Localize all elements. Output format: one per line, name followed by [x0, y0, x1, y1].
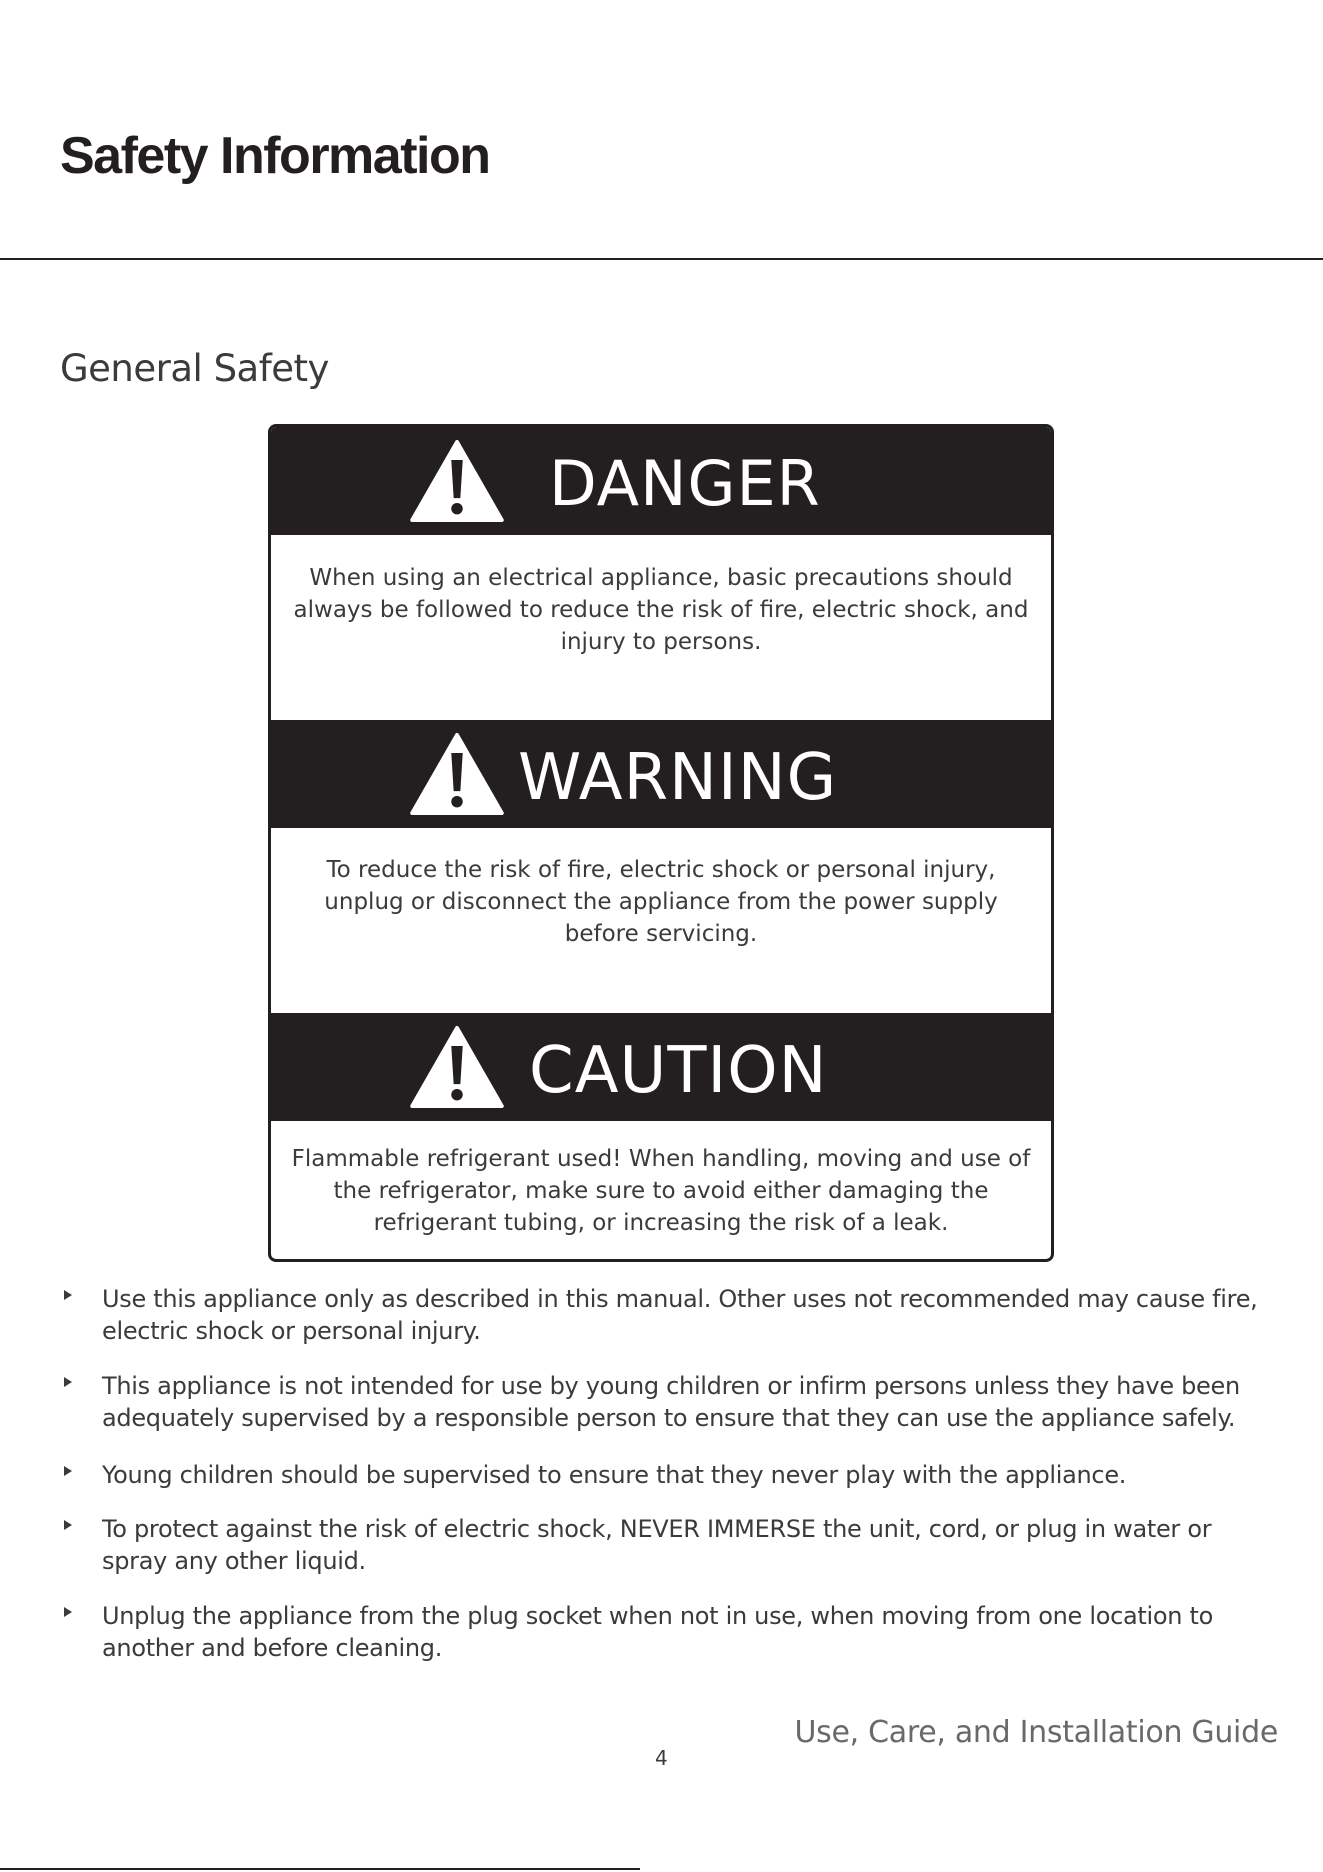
danger-text: When using an electrical appliance, basic precautions should always be followed to reduce the risk of fire, electric shock, and injury to persons.	[293, 565, 1029, 655]
guide-title-footer: Use, Care, and Installation Guide	[794, 1715, 1278, 1750]
warning-triangle-icon	[409, 439, 505, 523]
caution-text: Flammable refrigerant used! When handling, moving and use of the refrigerator, make sure to avoid either damaging the refrigerant tubing, or increasing the risk of a leak.	[291, 1146, 1031, 1236]
warning-signal-word: WARNING	[518, 741, 838, 815]
warning-text: To reduce the risk of fire, electric shock or personal injury, unplug or disconnect the appliance from the power supply before servicing.	[324, 857, 998, 947]
caution-signal-word: CAUTION	[529, 1034, 828, 1108]
list-item-text: This appliance is not intended for use by young children or infirm persons unless they have been adequately supervised by a responsible person to ensure that they can use the appliance safely.	[102, 1372, 1240, 1432]
list-item-text: To protect against the risk of electric shock, NEVER IMMERSE the unit, cord, or plug in water or spray any other liquid.	[102, 1515, 1212, 1575]
list-item	[60, 1283, 1270, 1347]
bullet-marker-icon	[64, 1290, 72, 1300]
bullet-marker-icon	[64, 1520, 72, 1530]
danger-header	[271, 427, 1051, 535]
bullet-marker-icon	[64, 1607, 72, 1617]
list-item-text: Use this appliance only as described in this manual. Other uses not recommended may cause fire, electric shock or personal injury.	[102, 1285, 1258, 1345]
list-item-text: Young children should be supervised to ensure that they never play with the appliance.	[102, 1461, 1127, 1489]
bottom-divider	[0, 1868, 640, 1870]
list-item	[60, 1513, 1270, 1577]
bullet-marker-icon	[64, 1466, 72, 1476]
warning-triangle-icon	[409, 732, 505, 816]
warning-triangle-icon	[409, 1025, 505, 1109]
section-title: General Safety	[60, 347, 329, 390]
page-number: 4	[655, 1746, 668, 1770]
danger-signal-word: DANGER	[549, 447, 821, 520]
list-item	[60, 1370, 1270, 1434]
page-title: Safety Information	[60, 127, 490, 185]
list-item	[60, 1600, 1270, 1664]
caution-header	[271, 1013, 1051, 1121]
warning-header	[271, 720, 1051, 828]
title-divider	[0, 258, 1323, 260]
safety-signal-box	[268, 424, 1054, 1262]
list-item	[60, 1459, 1270, 1491]
bullet-marker-icon	[64, 1377, 72, 1387]
list-item-text: Unplug the appliance from the plug socket when not in use, when moving from one location to another and before cleaning.	[102, 1602, 1213, 1662]
